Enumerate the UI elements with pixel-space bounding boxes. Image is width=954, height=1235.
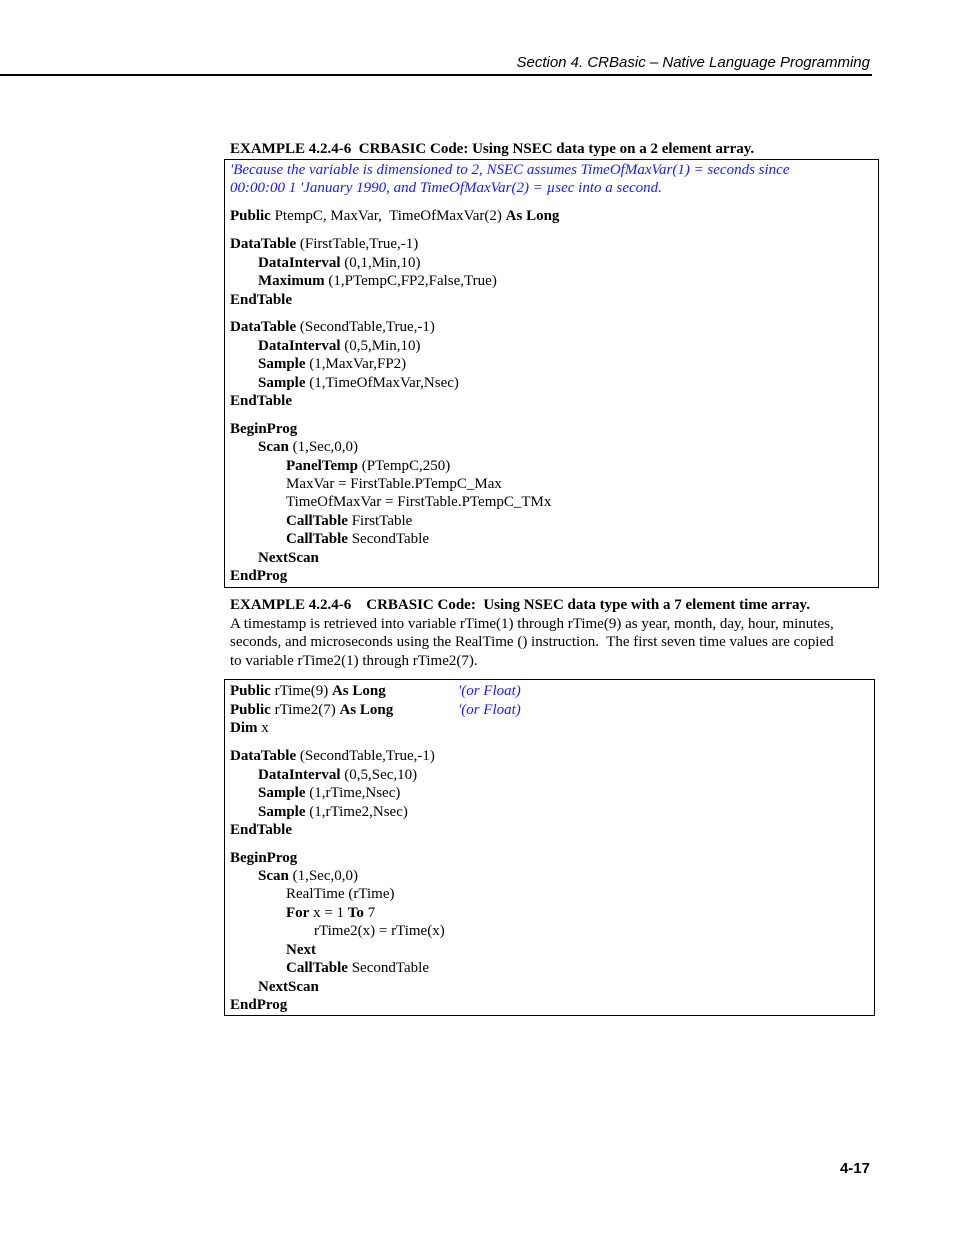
code-text: (SecondTable,True,-1) xyxy=(296,319,435,335)
keyword: DataTable xyxy=(230,748,297,764)
code-line-for xyxy=(286,904,375,922)
example2-description: to variable rTime2(1) through rTime2(7). xyxy=(230,653,478,669)
running-header: Section 4. CRBasic – Native Language Programming xyxy=(516,54,870,71)
keyword: BeginProg xyxy=(230,850,298,866)
code-line-datainterval xyxy=(258,337,421,355)
code-text: (0,5,Min,10) xyxy=(340,338,421,354)
header-rule xyxy=(0,74,872,76)
code-line-nextscan xyxy=(258,978,319,996)
keyword: Next xyxy=(286,942,316,958)
code-line-datainterval xyxy=(258,254,421,272)
code-line-sample xyxy=(258,803,408,821)
code-line-realtime: RealTime (rTime) xyxy=(286,886,395,902)
keyword: Sample xyxy=(258,375,306,391)
code-text: rTime2(7) xyxy=(270,702,340,718)
code-line-beginprog xyxy=(230,849,297,867)
code-line-scan xyxy=(258,438,358,456)
keyword: Scan xyxy=(258,439,289,455)
keyword: DataInterval xyxy=(258,255,341,271)
code-text: (0,5,Sec,10) xyxy=(340,767,418,783)
code-line-datainterval xyxy=(258,766,417,784)
code-text: (1,rTime2,Nsec) xyxy=(305,804,408,820)
keyword: As Long xyxy=(505,208,560,224)
code-text: SecondTable xyxy=(347,531,429,547)
keyword: Sample xyxy=(258,785,306,801)
code-line-datatable xyxy=(230,318,435,336)
example2-description: A timestamp is retrieved into variable rTime(1) through rTime(9) as year, month, day, hour, minutes, xyxy=(230,616,834,632)
code-text: (SecondTable,True,-1) xyxy=(296,748,435,764)
code-line-dim xyxy=(230,719,269,737)
keyword: To xyxy=(347,905,364,921)
code-line-public xyxy=(230,701,393,719)
keyword: EndTable xyxy=(230,292,292,308)
keyword: For xyxy=(286,905,310,921)
code-line-endprog xyxy=(230,567,287,585)
keyword: Public xyxy=(230,208,271,224)
code-text: x xyxy=(257,720,269,736)
keyword: Maximum xyxy=(258,273,325,289)
keyword: Public xyxy=(230,702,271,718)
example1-caption: EXAMPLE 4.2.4-6 CRBASIC Code: Using NSEC data type on a 2 element array. xyxy=(230,141,755,157)
code-comment: 'Because the variable is dimensioned to 2, NSEC assumes TimeOfMaxVar(1) = seconds since xyxy=(230,162,790,178)
code-line-datatable xyxy=(230,747,435,765)
keyword: DataTable xyxy=(230,236,297,252)
code-line-calltable xyxy=(286,512,412,530)
code-text: x = 1 xyxy=(309,905,348,921)
code-text: PtempC, MaxVar, TimeOfMaxVar(2) xyxy=(270,208,506,224)
code-line-endprog xyxy=(230,996,287,1014)
code-text: rTime(9) xyxy=(270,683,332,699)
keyword: CallTable xyxy=(286,513,348,529)
code-text: FirstTable xyxy=(347,513,413,529)
code-text: (1,MaxVar,FP2) xyxy=(305,356,407,372)
code-comment: '(or Float) xyxy=(458,702,521,718)
code-line-scan xyxy=(258,867,358,885)
code-line-nextscan xyxy=(258,549,319,567)
keyword: DataInterval xyxy=(258,767,341,783)
code-text: (1,TimeOfMaxVar,Nsec) xyxy=(305,375,459,391)
code-comment: 00:00:00 1 'January 1990, and TimeOfMaxVar(2) = µsec into a second. xyxy=(230,180,662,196)
keyword: As Long xyxy=(331,683,386,699)
code-line-sample xyxy=(258,374,459,392)
keyword: DataInterval xyxy=(258,338,341,354)
code-line-sample xyxy=(258,355,406,373)
code-line-endtable xyxy=(230,392,292,410)
keyword: Public xyxy=(230,683,271,699)
page-number: 4-17 xyxy=(839,1160,870,1177)
code-text: 7 xyxy=(363,905,376,921)
example2-caption: EXAMPLE 4.2.4-6 CRBASIC Code: Using NSEC data type with a 7 element time array. xyxy=(230,597,810,613)
keyword: EndProg xyxy=(230,568,288,584)
code-line-paneltemp xyxy=(286,457,450,475)
keyword: As Long xyxy=(339,702,394,718)
code-text: SecondTable xyxy=(347,960,429,976)
code-line-calltable xyxy=(286,530,429,548)
code-text: (0,1,Min,10) xyxy=(340,255,421,271)
code-line-assign: rTime2(x) = rTime(x) xyxy=(314,923,445,939)
code-line-next xyxy=(286,941,316,959)
code-line-endtable xyxy=(230,291,292,309)
code-line-assign: TimeOfMaxVar = FirstTable.PTempC_TMx xyxy=(286,494,552,510)
code-line-endtable xyxy=(230,821,292,839)
keyword: PanelTemp xyxy=(286,458,358,474)
code-text: (1,Sec,0,0) xyxy=(288,439,358,455)
keyword: DataTable xyxy=(230,319,297,335)
keyword: Sample xyxy=(258,356,306,372)
keyword: NextScan xyxy=(258,550,319,566)
keyword: EndTable xyxy=(230,822,292,838)
code-text: (1,Sec,0,0) xyxy=(288,868,358,884)
code-line-public xyxy=(230,207,559,225)
code-line-calltable xyxy=(286,959,429,977)
keyword: EndProg xyxy=(230,997,288,1013)
example2-description: seconds, and microseconds using the RealTime () instruction. The first seven time values are copied xyxy=(230,634,834,650)
keyword: Dim xyxy=(230,720,258,736)
keyword: EndTable xyxy=(230,393,292,409)
code-text: (1,rTime,Nsec) xyxy=(305,785,401,801)
keyword: CallTable xyxy=(286,960,348,976)
code-text: (FirstTable,True,-1) xyxy=(296,236,419,252)
code-comment: '(or Float) xyxy=(458,683,521,699)
code-line-datatable xyxy=(230,235,418,253)
code-text: (1,PTempC,FP2,False,True) xyxy=(324,273,497,289)
code-line-sample xyxy=(258,784,400,802)
code-text: (PTempC,250) xyxy=(357,458,451,474)
keyword: Scan xyxy=(258,868,289,884)
keyword: Sample xyxy=(258,804,306,820)
code-line-public xyxy=(230,682,386,700)
code-line-maximum xyxy=(258,272,497,290)
code-line-beginprog xyxy=(230,420,297,438)
keyword: NextScan xyxy=(258,979,319,995)
keyword: CallTable xyxy=(286,531,348,547)
keyword: BeginProg xyxy=(230,421,298,437)
code-line-assign: MaxVar = FirstTable.PTempC_Max xyxy=(286,476,502,492)
